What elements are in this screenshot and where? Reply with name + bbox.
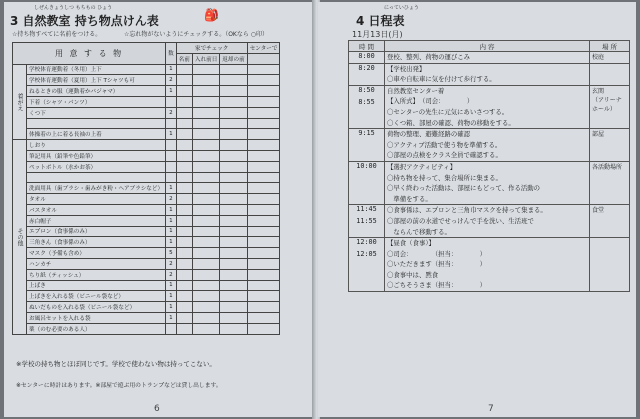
name-check-cell[interactable] bbox=[176, 312, 192, 323]
category-wear: 着がえ bbox=[13, 64, 27, 140]
name-check-cell[interactable] bbox=[176, 183, 192, 194]
name-check-cell[interactable] bbox=[176, 280, 192, 291]
packed-check-cell[interactable] bbox=[192, 258, 219, 269]
item-count: 2 bbox=[166, 107, 177, 118]
content-line: ならんで移動する。 bbox=[387, 227, 451, 236]
name-check-cell[interactable] bbox=[176, 172, 192, 183]
packed-check-cell[interactable] bbox=[192, 280, 219, 291]
time-cell bbox=[349, 63, 385, 85]
left-page bbox=[4, 2, 314, 417]
schedule-title: 4 日程表 bbox=[356, 14, 405, 28]
content-cell bbox=[385, 85, 590, 128]
return-check-cell[interactable] bbox=[220, 323, 247, 334]
right-page-number: 7 bbox=[488, 404, 494, 414]
return-check-cell[interactable] bbox=[220, 269, 247, 280]
return-check-cell[interactable] bbox=[220, 258, 247, 269]
checklist-row bbox=[13, 183, 280, 194]
packed-check-cell[interactable] bbox=[192, 204, 219, 215]
center-blank-header bbox=[247, 53, 280, 64]
time-value: 8:20 bbox=[358, 63, 375, 72]
item-name: ペットボトル（水かお茶） bbox=[27, 161, 166, 172]
return-check-cell[interactable] bbox=[220, 96, 247, 107]
place-value: 部屋 bbox=[592, 131, 605, 139]
return-check-cell[interactable] bbox=[220, 183, 247, 194]
content-line: 【入所式】 （司会： ） bbox=[387, 97, 474, 106]
item-name bbox=[27, 172, 166, 183]
item-count: 2 bbox=[166, 269, 177, 280]
center-check-cell[interactable] bbox=[247, 291, 280, 302]
item-count bbox=[166, 140, 177, 151]
return-check-cell[interactable] bbox=[220, 215, 247, 226]
content-line: 〇部屋の前の水道でせっけんで手を洗い、生活班で bbox=[387, 216, 534, 225]
center-check-cell[interactable] bbox=[247, 129, 280, 140]
schedule-row bbox=[349, 52, 630, 64]
checklist-row bbox=[13, 107, 280, 118]
item-name: エプロン（食事係のみ） bbox=[27, 226, 166, 237]
time-cell bbox=[349, 129, 385, 162]
packed-check-cell[interactable] bbox=[192, 150, 219, 161]
schedule-furigana: にっていひょう bbox=[384, 5, 419, 11]
checklist-row bbox=[13, 204, 280, 215]
return-check-cell[interactable] bbox=[220, 280, 247, 291]
item-count: 1 bbox=[166, 291, 177, 302]
content-line: 【学校出発】 bbox=[387, 64, 426, 73]
content-line: 準備をする。 bbox=[387, 194, 432, 203]
content-line: 〇くつ箱、部屋の確認、荷物の移動をする。 bbox=[387, 118, 515, 127]
name-check-cell[interactable] bbox=[176, 118, 192, 129]
return-check-cell[interactable] bbox=[220, 129, 247, 140]
name-check-cell[interactable] bbox=[176, 96, 192, 107]
name-check-cell[interactable] bbox=[176, 64, 192, 75]
count-header: 数 bbox=[166, 43, 177, 65]
packed-check-cell[interactable] bbox=[192, 183, 219, 194]
center-check-cell[interactable] bbox=[247, 280, 280, 291]
item-name: バスタオル bbox=[27, 204, 166, 215]
time-value: 8:00 bbox=[358, 52, 375, 60]
time-value: 8:55 bbox=[358, 97, 375, 106]
place-cell bbox=[590, 85, 630, 128]
checklist-row bbox=[13, 323, 280, 334]
packed-check-cell[interactable] bbox=[192, 118, 219, 129]
place-value: （アリーナホール） bbox=[592, 96, 622, 113]
item-name: 赤白帽子 bbox=[27, 215, 166, 226]
content-line: 自然教室センター着 bbox=[387, 86, 445, 95]
name-check-cell[interactable] bbox=[176, 194, 192, 205]
checklist-row bbox=[13, 64, 280, 75]
center-check-cell[interactable] bbox=[247, 161, 280, 172]
return-check-cell[interactable] bbox=[220, 75, 247, 86]
place-cell bbox=[590, 205, 630, 238]
schedule-row bbox=[349, 238, 630, 292]
item-name: ぬいだものを入れる袋（ビニール袋など） bbox=[27, 302, 166, 313]
packed-check-cell[interactable] bbox=[192, 237, 219, 248]
return-header: 返却の前 bbox=[220, 53, 247, 64]
content-line: 〇アクティブ活動で使う物を準備する。 bbox=[387, 140, 502, 149]
center-check-cell[interactable] bbox=[247, 140, 280, 151]
name-check-cell[interactable] bbox=[176, 204, 192, 215]
return-check-cell[interactable] bbox=[220, 302, 247, 313]
packed-check-cell[interactable] bbox=[192, 291, 219, 302]
schedule-row bbox=[349, 85, 630, 128]
packed-check-cell[interactable] bbox=[192, 226, 219, 237]
name-check-cell[interactable] bbox=[176, 129, 192, 140]
name-check-cell[interactable] bbox=[176, 107, 192, 118]
return-check-cell[interactable] bbox=[220, 312, 247, 323]
time-cell bbox=[349, 205, 385, 238]
item-name: 学校体育運動着（夏用）上下 Tシャツも可 bbox=[27, 75, 166, 86]
content-line: 【選択アクティビティ】 bbox=[387, 162, 457, 171]
content-line: 〇早く終わった活動は、部屋にもどって、作る活動の bbox=[387, 184, 541, 193]
checklist-row bbox=[13, 194, 280, 205]
packed-check-cell[interactable] bbox=[192, 172, 219, 183]
packed-check-cell[interactable] bbox=[192, 107, 219, 118]
checklist-row bbox=[13, 118, 280, 129]
item-count: 1 bbox=[166, 226, 177, 237]
return-check-cell[interactable] bbox=[220, 140, 247, 151]
item-name: 洗面用具（歯ブラシ・歯みがき粉・ヘアブラシなど） bbox=[27, 183, 166, 194]
content-line: 〇司会： （担当： ） bbox=[387, 249, 487, 258]
schedule-table bbox=[348, 40, 630, 292]
checklist-row bbox=[13, 150, 280, 161]
checklist-row bbox=[13, 161, 280, 172]
center-check-cell[interactable] bbox=[247, 226, 280, 237]
center-check-cell[interactable] bbox=[247, 312, 280, 323]
center-check-cell[interactable] bbox=[247, 183, 280, 194]
center-check-cell[interactable] bbox=[247, 204, 280, 215]
name-check-cell[interactable] bbox=[176, 215, 192, 226]
center-check-cell[interactable] bbox=[247, 323, 280, 334]
checklist-table bbox=[12, 42, 280, 335]
content-cell bbox=[385, 161, 590, 204]
place-header: 場 所 bbox=[590, 41, 630, 52]
return-check-cell[interactable] bbox=[220, 291, 247, 302]
item-count: 1 bbox=[166, 183, 177, 194]
return-check-cell[interactable] bbox=[220, 172, 247, 183]
item-count: 2 bbox=[166, 194, 177, 205]
time-value: 9:15 bbox=[358, 129, 375, 138]
content-line: 〇部屋の点検をクラス全員で確認する。 bbox=[387, 151, 502, 160]
place-cell bbox=[590, 52, 630, 64]
content-line: 荷物の整理、避難経路の確認 bbox=[387, 130, 471, 139]
item-name: 下着（シャツ・パンツ） bbox=[27, 96, 166, 107]
content-line: 〇いただきます（担当： ） bbox=[387, 260, 487, 269]
center-check-cell[interactable] bbox=[247, 96, 280, 107]
footer-note-1: ※学校の持ち物とほぼ同じです。学校で使わない物は持ってこない。 bbox=[16, 360, 216, 368]
content-line: 〇車や自転車に気を付けて歩行する。 bbox=[387, 75, 496, 84]
content-line: 登校、整列、荷物の運びこみ bbox=[387, 53, 471, 61]
return-check-cell[interactable] bbox=[220, 204, 247, 215]
item-count bbox=[166, 118, 177, 129]
content-cell bbox=[385, 129, 590, 162]
return-check-cell[interactable] bbox=[220, 64, 247, 75]
packed-check-cell[interactable] bbox=[192, 64, 219, 75]
return-check-cell[interactable] bbox=[220, 194, 247, 205]
item-count: 1 bbox=[166, 129, 177, 140]
item-name: マスク（予備も含め） bbox=[27, 248, 166, 259]
center-check-cell[interactable] bbox=[247, 172, 280, 183]
name-check-cell[interactable] bbox=[176, 302, 192, 313]
checklist-row bbox=[13, 172, 280, 183]
schedule-row bbox=[349, 63, 630, 85]
time-cell bbox=[349, 52, 385, 64]
content-header: 内 容 bbox=[385, 41, 590, 52]
name-check-cell[interactable] bbox=[176, 258, 192, 269]
place-cell bbox=[590, 129, 630, 162]
item-count: 1 bbox=[166, 215, 177, 226]
checklist-row bbox=[13, 302, 280, 313]
checklist-row bbox=[13, 312, 280, 323]
time-value: 12:05 bbox=[356, 250, 377, 259]
bag-icon: 🎒 bbox=[204, 8, 219, 22]
packed-check-cell[interactable] bbox=[192, 129, 219, 140]
checklist-furigana: しぜんきょうしつ もちもの ひょう bbox=[34, 5, 113, 11]
home-check-header: 家でチェック bbox=[176, 43, 247, 54]
item-count: 1 bbox=[166, 204, 177, 215]
content-cell bbox=[385, 238, 590, 292]
place-cell bbox=[590, 238, 630, 292]
content-line: 〇センターの先生に元気にあいさつする。 bbox=[387, 107, 509, 116]
name-check-cell[interactable] bbox=[176, 86, 192, 97]
time-value: 8:50 bbox=[358, 85, 375, 94]
checklist-row bbox=[13, 96, 280, 107]
item-name: 体操着の上に着る長袖の上着 bbox=[27, 129, 166, 140]
center-check-cell[interactable] bbox=[247, 237, 280, 248]
center-check-cell[interactable] bbox=[247, 107, 280, 118]
schedule-date: 11月13日(月) bbox=[352, 30, 403, 39]
item-count bbox=[166, 172, 177, 183]
place-value: 校庭 bbox=[592, 54, 605, 61]
footer-note-2: ※センターに時計はあります。※部屋で遊ぶ用のトランプなどは貸し出します。 bbox=[16, 383, 222, 389]
center-check-header: センターで bbox=[247, 43, 280, 54]
item-count bbox=[166, 96, 177, 107]
packed-check-cell[interactable] bbox=[192, 248, 219, 259]
return-check-cell[interactable] bbox=[220, 248, 247, 259]
place-value: 各活動場所 bbox=[592, 163, 623, 171]
center-check-cell[interactable] bbox=[247, 64, 280, 75]
item-count: 1 bbox=[166, 312, 177, 323]
name-check-cell[interactable] bbox=[176, 161, 192, 172]
center-check-cell[interactable] bbox=[247, 215, 280, 226]
checklist-row bbox=[13, 291, 280, 302]
checklist-row bbox=[13, 129, 280, 140]
items-header: 用 意 す る 物 bbox=[13, 43, 166, 65]
item-name: くつ下 bbox=[27, 107, 166, 118]
checklist-row bbox=[13, 86, 280, 97]
note-check: ☆忘れ物がないようにチェックする。（OKなら ○印） bbox=[124, 31, 268, 38]
content-cell bbox=[385, 205, 590, 238]
packed-check-cell[interactable] bbox=[192, 323, 219, 334]
content-line: 〇持ち物を持って、集合場所に集まる。 bbox=[387, 173, 502, 182]
time-cell bbox=[349, 85, 385, 128]
right-page bbox=[318, 2, 636, 417]
time-header: 時 間 bbox=[349, 41, 385, 52]
item-count: 2 bbox=[166, 258, 177, 269]
item-count: 1 bbox=[166, 86, 177, 97]
time-cell bbox=[349, 161, 385, 204]
item-name: 上ばきを入れる袋（ビニール袋など） bbox=[27, 291, 166, 302]
place-cell bbox=[590, 161, 630, 204]
schedule-row bbox=[349, 205, 630, 238]
item-count: 1 bbox=[166, 280, 177, 291]
center-check-cell[interactable] bbox=[247, 118, 280, 129]
packed-check-cell[interactable] bbox=[192, 269, 219, 280]
item-count bbox=[166, 323, 177, 334]
content-line: 〇食事中は、黙食 bbox=[387, 270, 439, 279]
note-names: ☆持ち物すべてに名前をつける。 bbox=[12, 31, 102, 38]
name-check-cell[interactable] bbox=[176, 75, 192, 86]
item-count bbox=[166, 150, 177, 161]
name-check-cell[interactable] bbox=[176, 323, 192, 334]
time-value: 11:45 bbox=[356, 205, 377, 214]
packed-check-cell[interactable] bbox=[192, 215, 219, 226]
item-name: ハンカチ bbox=[27, 258, 166, 269]
item-name: 上ばき bbox=[27, 280, 166, 291]
return-check-cell[interactable] bbox=[220, 150, 247, 161]
content-line: 〇ごちそうさま（担当： ） bbox=[387, 281, 487, 290]
return-check-cell[interactable] bbox=[220, 237, 247, 248]
item-name: しおり bbox=[27, 140, 166, 151]
item-count: 5 bbox=[166, 248, 177, 259]
name-check-cell[interactable] bbox=[176, 226, 192, 237]
time-value: 11:55 bbox=[356, 217, 377, 226]
name-check-cell[interactable] bbox=[176, 291, 192, 302]
checklist-row bbox=[13, 215, 280, 226]
item-count: 2 bbox=[166, 75, 177, 86]
item-count: 1 bbox=[166, 64, 177, 75]
packed-check-cell[interactable] bbox=[192, 161, 219, 172]
name-check-cell[interactable] bbox=[176, 237, 192, 248]
packed-check-cell[interactable] bbox=[192, 75, 219, 86]
schedule-row bbox=[349, 161, 630, 204]
checklist-row bbox=[13, 269, 280, 280]
item-name: 筆記用具（鉛筆や色鉛筆） bbox=[27, 150, 166, 161]
checklist-row bbox=[13, 248, 280, 259]
checklist-title: 3 自然教室 持ち物点けん表 bbox=[10, 14, 159, 28]
checklist-row bbox=[13, 258, 280, 269]
item-name: 三角きん（食事係のみ） bbox=[27, 237, 166, 248]
packed-check-cell[interactable] bbox=[192, 194, 219, 205]
packed-header: 入れ前日 bbox=[192, 53, 219, 64]
item-count: 1 bbox=[166, 237, 177, 248]
packed-check-cell[interactable] bbox=[192, 140, 219, 151]
item-name: タオル bbox=[27, 194, 166, 205]
item-name: ねるときの服（運動着かパジャマ） bbox=[27, 86, 166, 97]
schedule-row bbox=[349, 129, 630, 162]
name-check-cell[interactable] bbox=[176, 150, 192, 161]
packed-check-cell[interactable] bbox=[192, 302, 219, 313]
center-check-cell[interactable] bbox=[247, 248, 280, 259]
checklist-row bbox=[13, 226, 280, 237]
item-count: 1 bbox=[166, 302, 177, 313]
content-cell bbox=[385, 52, 590, 64]
item-name: 学校体育運動着（冬用）上下 bbox=[27, 64, 166, 75]
return-check-cell[interactable] bbox=[220, 226, 247, 237]
content-cell bbox=[385, 63, 590, 85]
packed-check-cell[interactable] bbox=[192, 86, 219, 97]
item-name: ちり紙（ティッシュ） bbox=[27, 269, 166, 280]
time-cell bbox=[349, 238, 385, 292]
checklist-row bbox=[13, 237, 280, 248]
item-count bbox=[166, 161, 177, 172]
name-check-cell[interactable] bbox=[176, 248, 192, 259]
return-check-cell[interactable] bbox=[220, 86, 247, 97]
center-check-cell[interactable] bbox=[247, 86, 280, 97]
time-value: 12:00 bbox=[356, 238, 377, 247]
name-check-cell[interactable] bbox=[176, 269, 192, 280]
item-name bbox=[27, 118, 166, 129]
time-value: 10:00 bbox=[356, 161, 377, 170]
left-page-number: 6 bbox=[154, 404, 160, 414]
content-line: 〇食事係は、エプロンと三角巾マスクを持って集まる。 bbox=[387, 206, 547, 215]
content-line: 【昼食（食事）】 bbox=[387, 239, 435, 248]
center-check-cell[interactable] bbox=[247, 302, 280, 313]
checklist-row bbox=[13, 280, 280, 291]
checklist-row bbox=[13, 140, 280, 151]
packed-check-cell[interactable] bbox=[192, 312, 219, 323]
center-check-cell[interactable] bbox=[247, 258, 280, 269]
category-other: その他 bbox=[13, 140, 27, 334]
return-check-cell[interactable] bbox=[220, 118, 247, 129]
name-header: 名前 bbox=[176, 53, 192, 64]
center-check-cell[interactable] bbox=[247, 75, 280, 86]
center-check-cell[interactable] bbox=[247, 269, 280, 280]
name-check-cell[interactable] bbox=[176, 140, 192, 151]
item-name: 薬（のむ必要のある人） bbox=[27, 323, 166, 334]
packed-check-cell[interactable] bbox=[192, 96, 219, 107]
return-check-cell[interactable] bbox=[220, 161, 247, 172]
place-cell bbox=[590, 63, 630, 85]
place-value: 食堂 bbox=[592, 207, 605, 215]
return-check-cell[interactable] bbox=[220, 107, 247, 118]
center-check-cell[interactable] bbox=[247, 150, 280, 161]
place-value: 玄関 bbox=[592, 87, 605, 95]
checklist-row bbox=[13, 75, 280, 86]
center-check-cell[interactable] bbox=[247, 194, 280, 205]
item-name: お風呂セットを入れる袋 bbox=[27, 312, 166, 323]
